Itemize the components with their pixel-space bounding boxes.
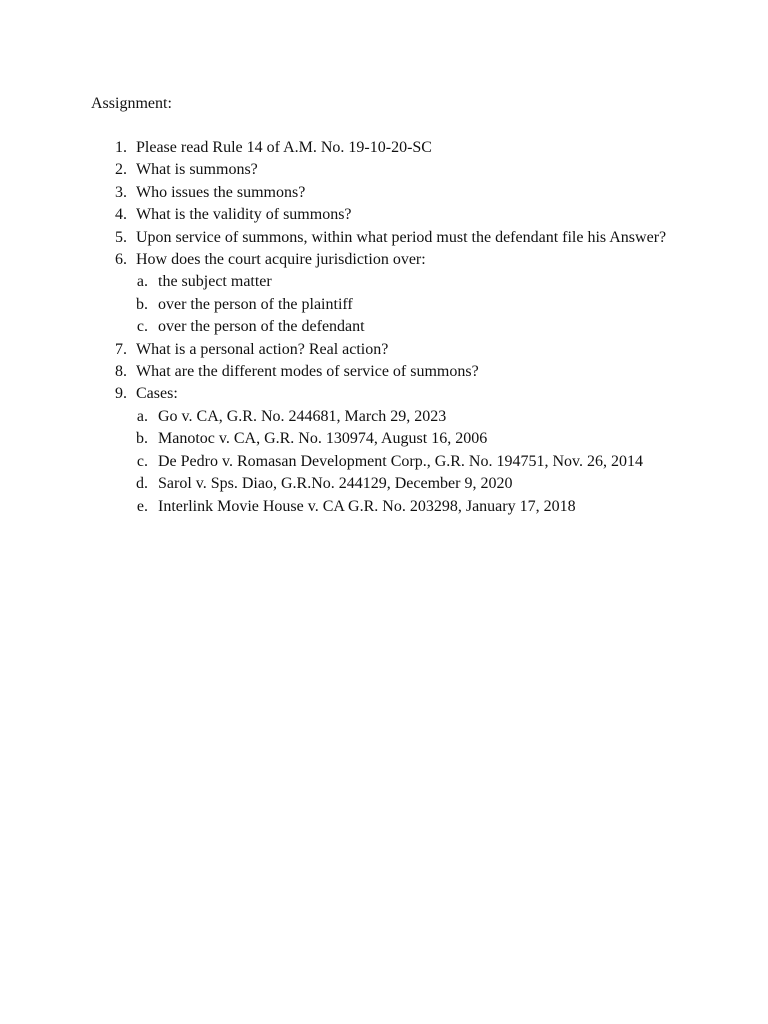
sub-list-item-text: Interlink Movie House v. CA G.R. No. 203298, January 17, 2018 bbox=[158, 497, 576, 515]
sub-list-item-marker: a. bbox=[136, 407, 148, 425]
sub-list-item-marker: c. bbox=[136, 452, 148, 470]
list-item bbox=[0, 339, 768, 361]
list-item-marker: 4. bbox=[115, 206, 127, 224]
assignment-list bbox=[0, 137, 768, 518]
sub-list-item-marker: e. bbox=[136, 497, 148, 515]
sub-list-item-text: Manotoc v. CA, G.R. No. 130974, August 16, 2006 bbox=[158, 430, 488, 448]
sub-list-item-text: De Pedro v. Romasan Development Corp., G.R. No. 194751, Nov. 26, 2014 bbox=[158, 452, 643, 470]
list-item bbox=[0, 361, 768, 383]
list-item bbox=[0, 249, 768, 271]
sub-list-item bbox=[0, 428, 768, 450]
list-item-text: Upon service of summons, within what period must the defendant file his Answer? bbox=[136, 228, 667, 246]
list-item-text: What are the different modes of service of summons? bbox=[136, 363, 479, 381]
list-item-text: What is the validity of summons? bbox=[136, 206, 352, 224]
sub-list-item-marker: a. bbox=[136, 273, 148, 291]
list-item bbox=[0, 204, 768, 226]
sub-list-item bbox=[0, 496, 768, 518]
sub-list-item bbox=[0, 271, 768, 293]
list-item bbox=[0, 383, 768, 405]
sub-list-item-marker: d. bbox=[136, 475, 148, 493]
list-item-text: How does the court acquire jurisdiction over: bbox=[136, 251, 426, 269]
list-item-marker: 2. bbox=[115, 161, 127, 179]
list-item-marker: 6. bbox=[115, 251, 127, 269]
sub-list-item-marker: b. bbox=[136, 295, 148, 313]
list-item bbox=[0, 227, 768, 249]
sub-list-item bbox=[0, 473, 768, 495]
sub-list-item bbox=[0, 451, 768, 473]
sub-list-item-text: Sarol v. Sps. Diao, G.R.No. 244129, December 9, 2020 bbox=[158, 475, 513, 493]
list-item bbox=[0, 159, 768, 181]
list-item-marker: 1. bbox=[115, 139, 127, 156]
sub-list-item bbox=[0, 316, 768, 338]
sub-list-item-marker: c. bbox=[136, 318, 148, 336]
sub-list-item-text: Go v. CA, G.R. No. 244681, March 29, 2023 bbox=[158, 407, 447, 425]
list-item bbox=[0, 137, 768, 159]
list-item-text: Who issues the summons? bbox=[136, 183, 306, 201]
sub-list-item bbox=[0, 406, 768, 428]
sub-list-item-text: over the person of the defendant bbox=[158, 318, 365, 336]
list-item-marker: 9. bbox=[115, 385, 127, 403]
list-item-text: What is a personal action? Real action? bbox=[136, 340, 389, 358]
document-heading: Assignment: bbox=[91, 95, 172, 112]
list-item-marker: 3. bbox=[115, 183, 127, 201]
list-item-text: Cases: bbox=[136, 385, 178, 403]
list-item bbox=[0, 182, 768, 204]
list-item-marker: 7. bbox=[115, 340, 127, 358]
sub-list-item-text: over the person of the plaintiff bbox=[158, 295, 353, 313]
sub-list-item-marker: b. bbox=[136, 430, 148, 448]
list-item-marker: 5. bbox=[115, 228, 127, 246]
list-item-text: Please read Rule 14 of A.M. No. 19-10-20-SC bbox=[136, 139, 432, 156]
list-item-text: What is summons? bbox=[136, 161, 258, 179]
sub-list-item bbox=[0, 294, 768, 316]
list-item-marker: 8. bbox=[115, 363, 127, 381]
sub-list-item-text: the subject matter bbox=[158, 273, 272, 291]
